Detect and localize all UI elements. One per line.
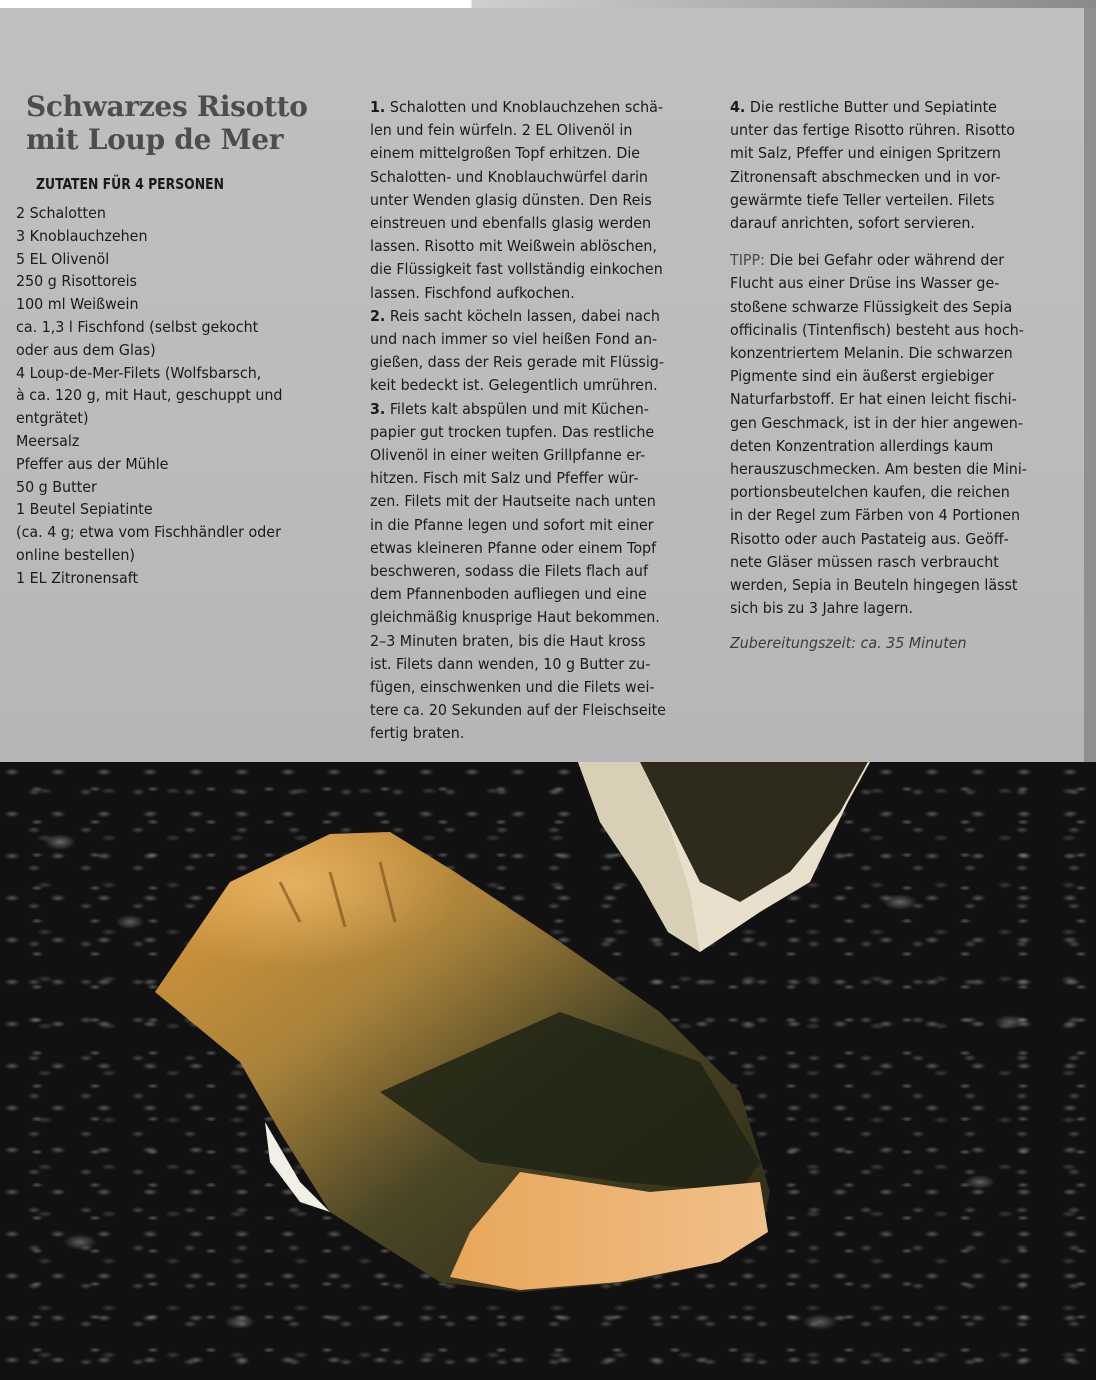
step-line: einstreuen und ebenfalls glasig werden	[370, 214, 652, 233]
step-line: unter Wenden glasig dünsten. Den Reis	[370, 190, 652, 209]
ingredient-item: 2 Schalotten	[16, 204, 106, 222]
step-line: etwas kleineren Pfanne oder einem Topf	[370, 538, 657, 557]
ingredient-item: 250 g Risottoreis	[16, 272, 137, 291]
tip-line: Risotto oder auch Pastateig aus. Geöff-	[730, 529, 1009, 548]
step-number: 3.	[370, 399, 386, 418]
dish-photo	[0, 762, 1096, 1380]
tip-line: portionsbeutelchen kaufen, die reichen	[730, 483, 1010, 502]
step-line: 4. Die restliche Butter und Sepiatinte	[730, 98, 997, 116]
step-4	[730, 96, 1075, 235]
ingredient-item: online bestellen)	[16, 545, 135, 564]
ingredient-item: ca. 1,3 l Fischfond (selbst gekocht	[16, 317, 259, 336]
step-line: 3. Filets kalt abspülen und mit Küchen-	[370, 399, 649, 418]
page-top-edge	[0, 0, 1096, 8]
preparation-time: Zubereitungszeit: ca. 35 Minuten	[730, 634, 967, 653]
tip-line: in der Regel zum Färben von 4 Portionen	[730, 506, 1021, 525]
step-line: einem mittelgroßen Topf erhitzen. Die	[370, 144, 641, 163]
step-line: mit Salz, Pfeffer und einigen Spritzern	[730, 144, 1001, 163]
ingredient-item: 3 Knoblauchzehen	[16, 226, 148, 245]
tip-line: Pigmente sind ein äußerst ergiebiger	[730, 367, 995, 386]
step-line: lassen. Fischfond aufkochen.	[370, 283, 575, 302]
step-line: in die Pfanne legen und sofort mit einer	[370, 515, 654, 534]
step-line: gießen, dass der Reis gerade mit Flüssig-	[370, 353, 664, 372]
step-line: fertig braten.	[370, 724, 465, 743]
step-line: 2–3 Minuten braten, bis die Haut kross	[370, 631, 646, 650]
ingredient-item: Meersalz	[16, 431, 80, 450]
steps-column	[370, 96, 710, 746]
ingredient-item: entgrätet)	[16, 409, 89, 428]
ingredient-item: 100 ml Weißwein	[16, 295, 139, 314]
step-line: papier gut trocken tupfen. Das restliche	[370, 422, 655, 441]
ingredient-item: (ca. 4 g; etwa vom Fischhändler oder	[16, 523, 281, 542]
step-line: tere ca. 20 Sekunden auf der Fleischseite	[370, 701, 666, 720]
step-line: gleichmäßig knusprige Haut bekommen.	[370, 608, 660, 627]
step-line: unter das fertige Risotto rühren. Risotto	[730, 121, 1015, 140]
step-number: 2.	[370, 306, 386, 325]
step-line: len und fein würfeln. 2 EL Olivenöl in	[370, 121, 633, 140]
tip-line: officinalis (Tintenfisch) besteht aus hoch-	[730, 320, 1024, 339]
title-line: Schwarzes Risotto	[26, 90, 308, 123]
ingredient-item: 50 g Butter	[16, 477, 97, 496]
step-number: 1.	[370, 98, 386, 116]
tip-line: TIPP: Die bei Gefahr oder während der	[730, 251, 1005, 270]
step-line: fügen, einschwenken und die Filets wei-	[370, 678, 655, 697]
recipe-text-panel	[0, 8, 1096, 762]
step-line: dem Pfannenboden aufliegen und eine	[370, 585, 647, 604]
step-line: lassen. Risotto mit Weißwein ablöschen,	[370, 237, 657, 256]
step-number: 4.	[730, 98, 746, 116]
tip-line: stoßene schwarze Flüssigkeit des Sepia	[730, 297, 1013, 316]
step-line: und nach immer so viel heißen Fond an-	[370, 330, 658, 349]
ingredient-item: à ca. 120 g, mit Haut, geschuppt und	[16, 386, 283, 405]
tip-line: Flucht aus einer Drüse ins Wasser ge-	[730, 274, 1000, 293]
step-line: Zitronensaft abschmecken und in vor-	[730, 167, 1001, 186]
step-line: beschweren, sodass die Filets flach auf	[370, 562, 648, 581]
upper-fillet	[578, 762, 870, 952]
step-line: Olivenöl in einer weiten Grillpfanne er-	[370, 446, 646, 465]
step-line: darauf anrichten, sofort servieren.	[730, 214, 975, 233]
step-line: 2. Reis sacht köcheln lassen, dabei nach	[370, 306, 660, 325]
step-line: gewärmte tiefe Teller verteilen. Filets	[730, 190, 995, 209]
tip-line: herauszuschmecken. Am besten die Mini-	[730, 460, 1027, 479]
title-line: mit Loup de Mer	[26, 123, 284, 156]
fish-fillets-illustration	[0, 762, 1096, 1380]
tip-line: sich bis zu 3 Jahre lagern.	[730, 599, 913, 618]
step-line: die Flüssigkeit fast vollständig einkochen	[370, 260, 663, 279]
tip-label: TIPP:	[730, 251, 765, 270]
step-line: ist. Filets dann wenden, 10 g Butter zu-	[370, 654, 651, 673]
final-step-and-tip-column	[730, 96, 1075, 656]
ingredient-list	[16, 202, 336, 590]
ingredient-item: oder aus dem Glas)	[16, 340, 156, 359]
ingredient-item: Pfeffer aus der Mühle	[16, 454, 169, 473]
ingredients-heading: ZUTATEN FÜR 4 PERSONEN	[36, 175, 224, 193]
ingredient-item: 5 EL Olivenöl	[16, 249, 110, 268]
tip-line: konzentriertem Melanin. Die schwarzen	[730, 344, 1013, 363]
ingredient-item: 1 Beutel Sepiatinte	[16, 500, 153, 519]
tip-line: Naturfarbstoff. Er hat einen leicht fischi-	[730, 390, 1017, 409]
step-1	[370, 96, 710, 305]
tip-line: deten Konzentration allerdings kaum	[730, 436, 994, 455]
tip-line: gen Geschmack, ist in der hier angewen-	[730, 413, 1023, 432]
ingredients-column	[16, 90, 336, 590]
tip-box	[730, 249, 1075, 620]
step-line: keit bedeckt ist. Gelegentlich umrühren.	[370, 376, 658, 395]
step-line: 1. Schalotten und Knoblauchzehen schä-	[370, 98, 664, 116]
recipe-title	[26, 90, 336, 156]
tip-line: werden, Sepia in Beuteln hingegen lässt	[730, 576, 1018, 595]
step-3	[370, 398, 710, 746]
step-line: hitzen. Fisch mit Salz und Pfeffer wür-	[370, 469, 639, 488]
step-line: Schalotten- und Knoblauchwürfel darin	[370, 167, 648, 186]
step-2	[370, 305, 710, 398]
step-line: zen. Filets mit der Hautseite nach unten	[370, 492, 656, 511]
ingredient-item: 1 EL Zitronensaft	[16, 568, 139, 587]
tip-line: nete Gläser müssen rasch verbraucht	[730, 552, 999, 571]
ingredient-item: 4 Loup-de-Mer-Filets (Wolfsbarsch,	[16, 363, 262, 382]
